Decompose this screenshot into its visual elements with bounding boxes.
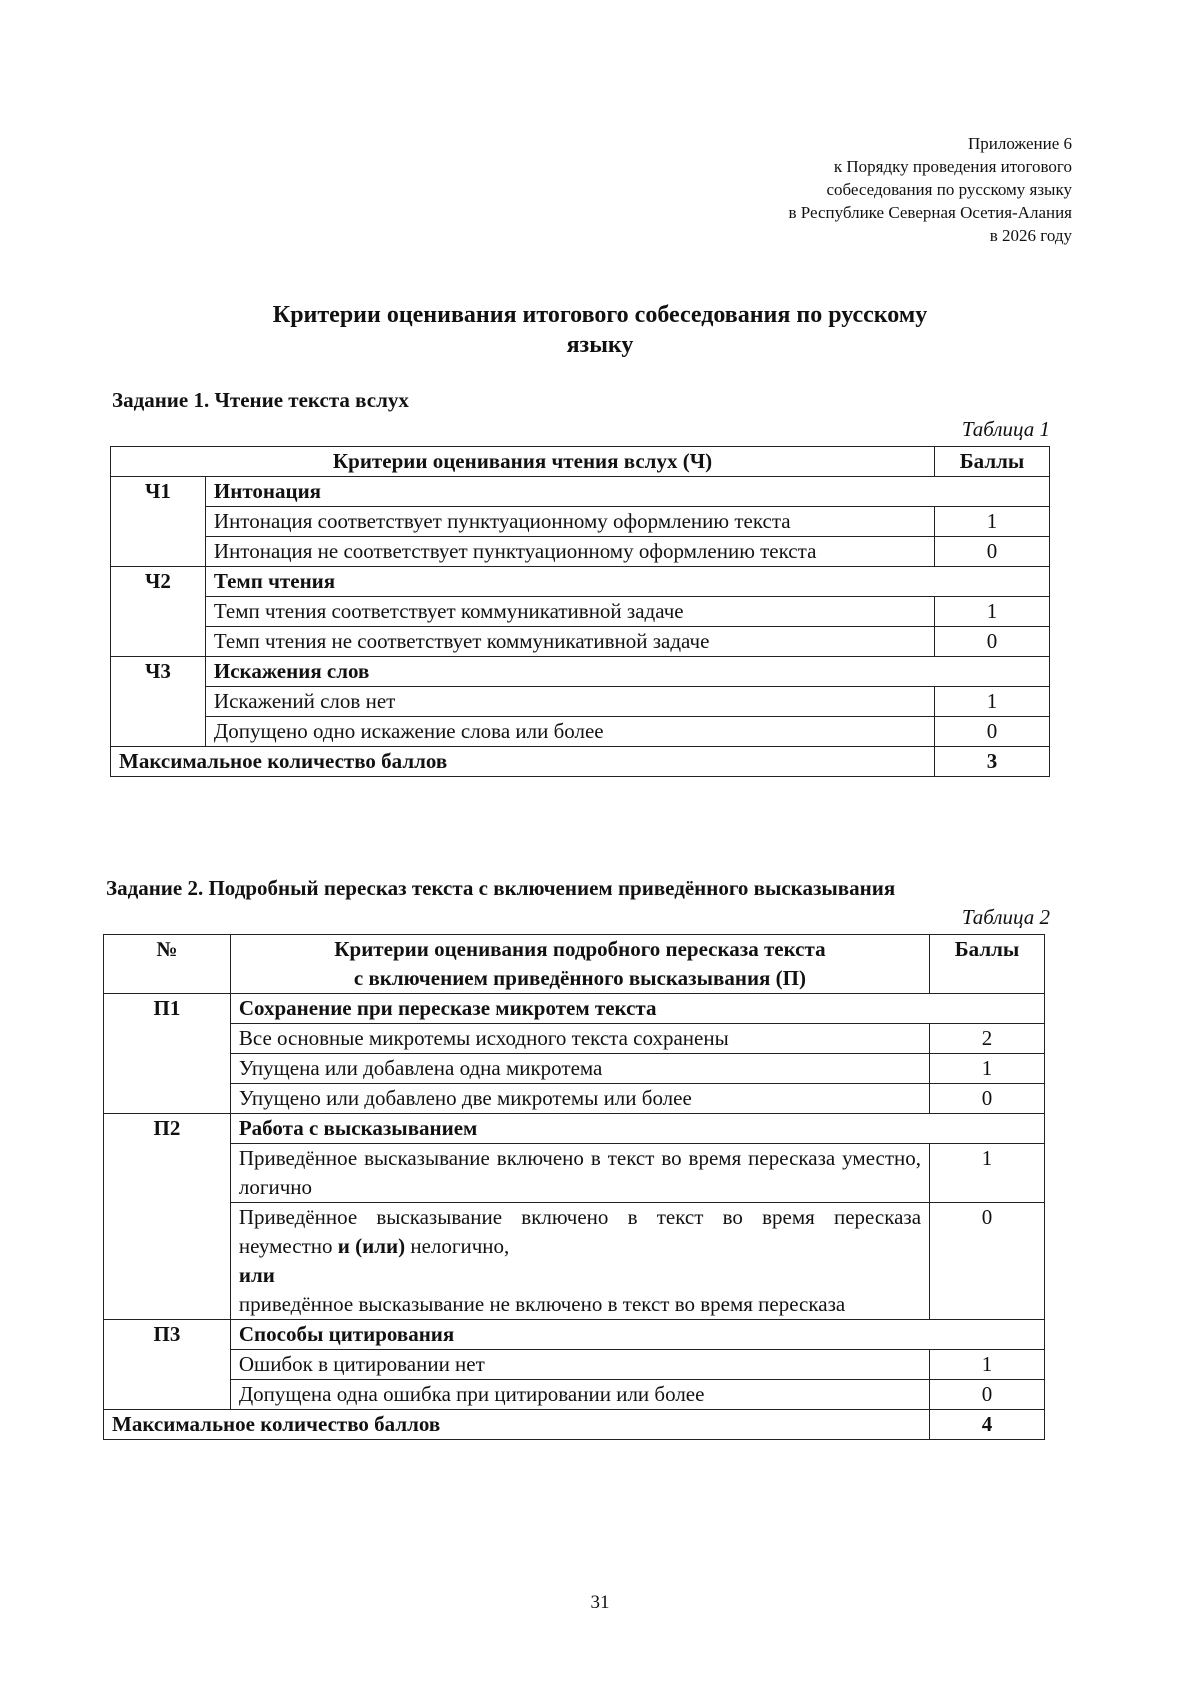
total-label: Максимальное количество баллов (104, 1410, 930, 1440)
criterion-name: Работа с высказыванием (230, 1114, 1044, 1144)
appendix-line: к Порядку проведения итогового (833, 157, 1072, 176)
criteria-header-line: Критерии оценивания подробного пересказа текста (334, 937, 826, 961)
page-title-line: языку (566, 332, 634, 358)
criterion-points: 0 (930, 1084, 1045, 1114)
criterion-text: Упущено или добавлено две микротемы или более (230, 1084, 929, 1114)
criteria-column-header (230, 935, 929, 994)
criterion-text: Все основные микротемы исходного текста сохранены (230, 1024, 929, 1054)
criterion-points: 0 (935, 537, 1050, 567)
table2-retelling-criteria (103, 934, 1045, 1440)
number-column-header: № (104, 935, 231, 994)
criterion-points: 1 (930, 1054, 1045, 1084)
table-row (104, 1084, 1045, 1114)
total-points: 3 (935, 747, 1050, 777)
criterion-code: Ч2 (111, 567, 206, 597)
criteria-header-line: с включением приведённого высказывания (П) (353, 966, 806, 990)
appendix-line: Приложение 6 (968, 134, 1072, 153)
criterion-name: Искажения слов (205, 657, 1049, 687)
appendix-line: в 2026 году (989, 226, 1072, 245)
appendix-header (788, 132, 1072, 247)
criterion-points: 2 (930, 1024, 1045, 1054)
criterion-code: П2 (104, 1114, 231, 1144)
criterion-code: П3 (104, 1320, 231, 1350)
criterion-text: Интонация не соответствует пунктуационному оформлению текста (205, 537, 934, 567)
criteria-column-header: Критерии оценивания чтения вслух (Ч) (111, 447, 935, 477)
total-row (104, 1410, 1045, 1440)
criterion-name: Темп чтения (205, 567, 1049, 597)
table-row (111, 597, 1050, 627)
table-row (111, 687, 1050, 717)
table-row (111, 537, 1050, 567)
criterion-text: Темп чтения соответствует коммуникативной задаче (205, 597, 934, 627)
task1-heading: Задание 1. Чтение текста вслух (112, 388, 409, 412)
criterion-points: 1 (930, 1144, 1045, 1203)
appendix-line: в Республике Северная Осетия-Алания (788, 203, 1072, 222)
criterion-text-emphasis: и (или) (337, 1234, 406, 1258)
table-row (111, 507, 1050, 537)
criterion-text: Интонация соответствует пунктуационному оформлению текста (205, 507, 934, 537)
table-header-row (111, 447, 1050, 477)
criterion-code: Ч1 (111, 477, 206, 507)
table-row (104, 1203, 1045, 1320)
criterion-text: Допущена одна ошибка при цитировании или более (230, 1380, 929, 1410)
table-row (104, 1380, 1045, 1410)
criterion-points: 1 (935, 507, 1050, 537)
table-row (111, 627, 1050, 657)
group-row (104, 1114, 1045, 1144)
criterion-points: 0 (930, 1203, 1045, 1320)
appendix-line: собеседования по русскому языку (826, 180, 1072, 199)
points-column-header: Баллы (930, 935, 1045, 994)
group-row (104, 1320, 1045, 1350)
table1-reading-criteria (110, 446, 1050, 777)
criterion-name: Интонация (205, 477, 1049, 507)
criterion-name: Сохранение при пересказе микротем текста (230, 994, 1044, 1024)
criterion-text: Искажений слов нет (205, 687, 934, 717)
group-row (111, 657, 1050, 687)
criterion-points: 1 (930, 1350, 1045, 1380)
criterion-points: 1 (935, 597, 1050, 627)
criterion-text-or: или (238, 1263, 275, 1287)
table-row (104, 1350, 1045, 1380)
criterion-name: Способы цитирования (230, 1320, 1044, 1350)
criterion-text-part: нелогично, (405, 1234, 510, 1258)
criterion-text (230, 1203, 929, 1320)
table-header-row (104, 935, 1045, 994)
criterion-points: 1 (935, 687, 1050, 717)
criterion-text-part: приведённое высказывание не включено в текст во время пересказа (238, 1292, 846, 1316)
criterion-points: 0 (935, 717, 1050, 747)
criterion-text: Упущена или добавлена одна микротема (230, 1054, 929, 1084)
page-title-line: Критерии оценивания итогового собеседования по русскому (272, 302, 928, 328)
criterion-code: П1 (104, 994, 231, 1024)
criterion-code: Ч3 (111, 657, 206, 687)
criterion-points: 0 (930, 1380, 1045, 1410)
table-row (111, 717, 1050, 747)
criterion-text: Приведённое высказывание включено в текст во время пересказа уместно, логично (230, 1144, 929, 1203)
group-row (111, 477, 1050, 507)
points-column-header: Баллы (935, 447, 1050, 477)
criterion-text-part: Приведённое высказывание включено в текст во время пересказа неуместно (238, 1205, 922, 1258)
page-number: 31 (590, 1592, 610, 1613)
criterion-text: Ошибок в цитировании нет (230, 1350, 929, 1380)
table1-caption: Таблица 1 (961, 417, 1050, 441)
criterion-text: Темп чтения не соответствует коммуникативной задаче (205, 627, 934, 657)
table-row (104, 1054, 1045, 1084)
group-row (111, 567, 1050, 597)
total-points: 4 (930, 1410, 1045, 1440)
group-row (104, 994, 1045, 1024)
table2-caption: Таблица 2 (961, 905, 1050, 929)
total-row (111, 747, 1050, 777)
table-row (104, 1144, 1045, 1203)
criterion-text: Допущено одно искажение слова или более (205, 717, 934, 747)
page-title (170, 300, 1030, 360)
task2-heading: Задание 2. Подробный пересказ текста с включением приведённого высказывания (106, 876, 896, 900)
total-label: Максимальное количество баллов (111, 747, 935, 777)
table-row (104, 1024, 1045, 1054)
criterion-points: 0 (935, 627, 1050, 657)
